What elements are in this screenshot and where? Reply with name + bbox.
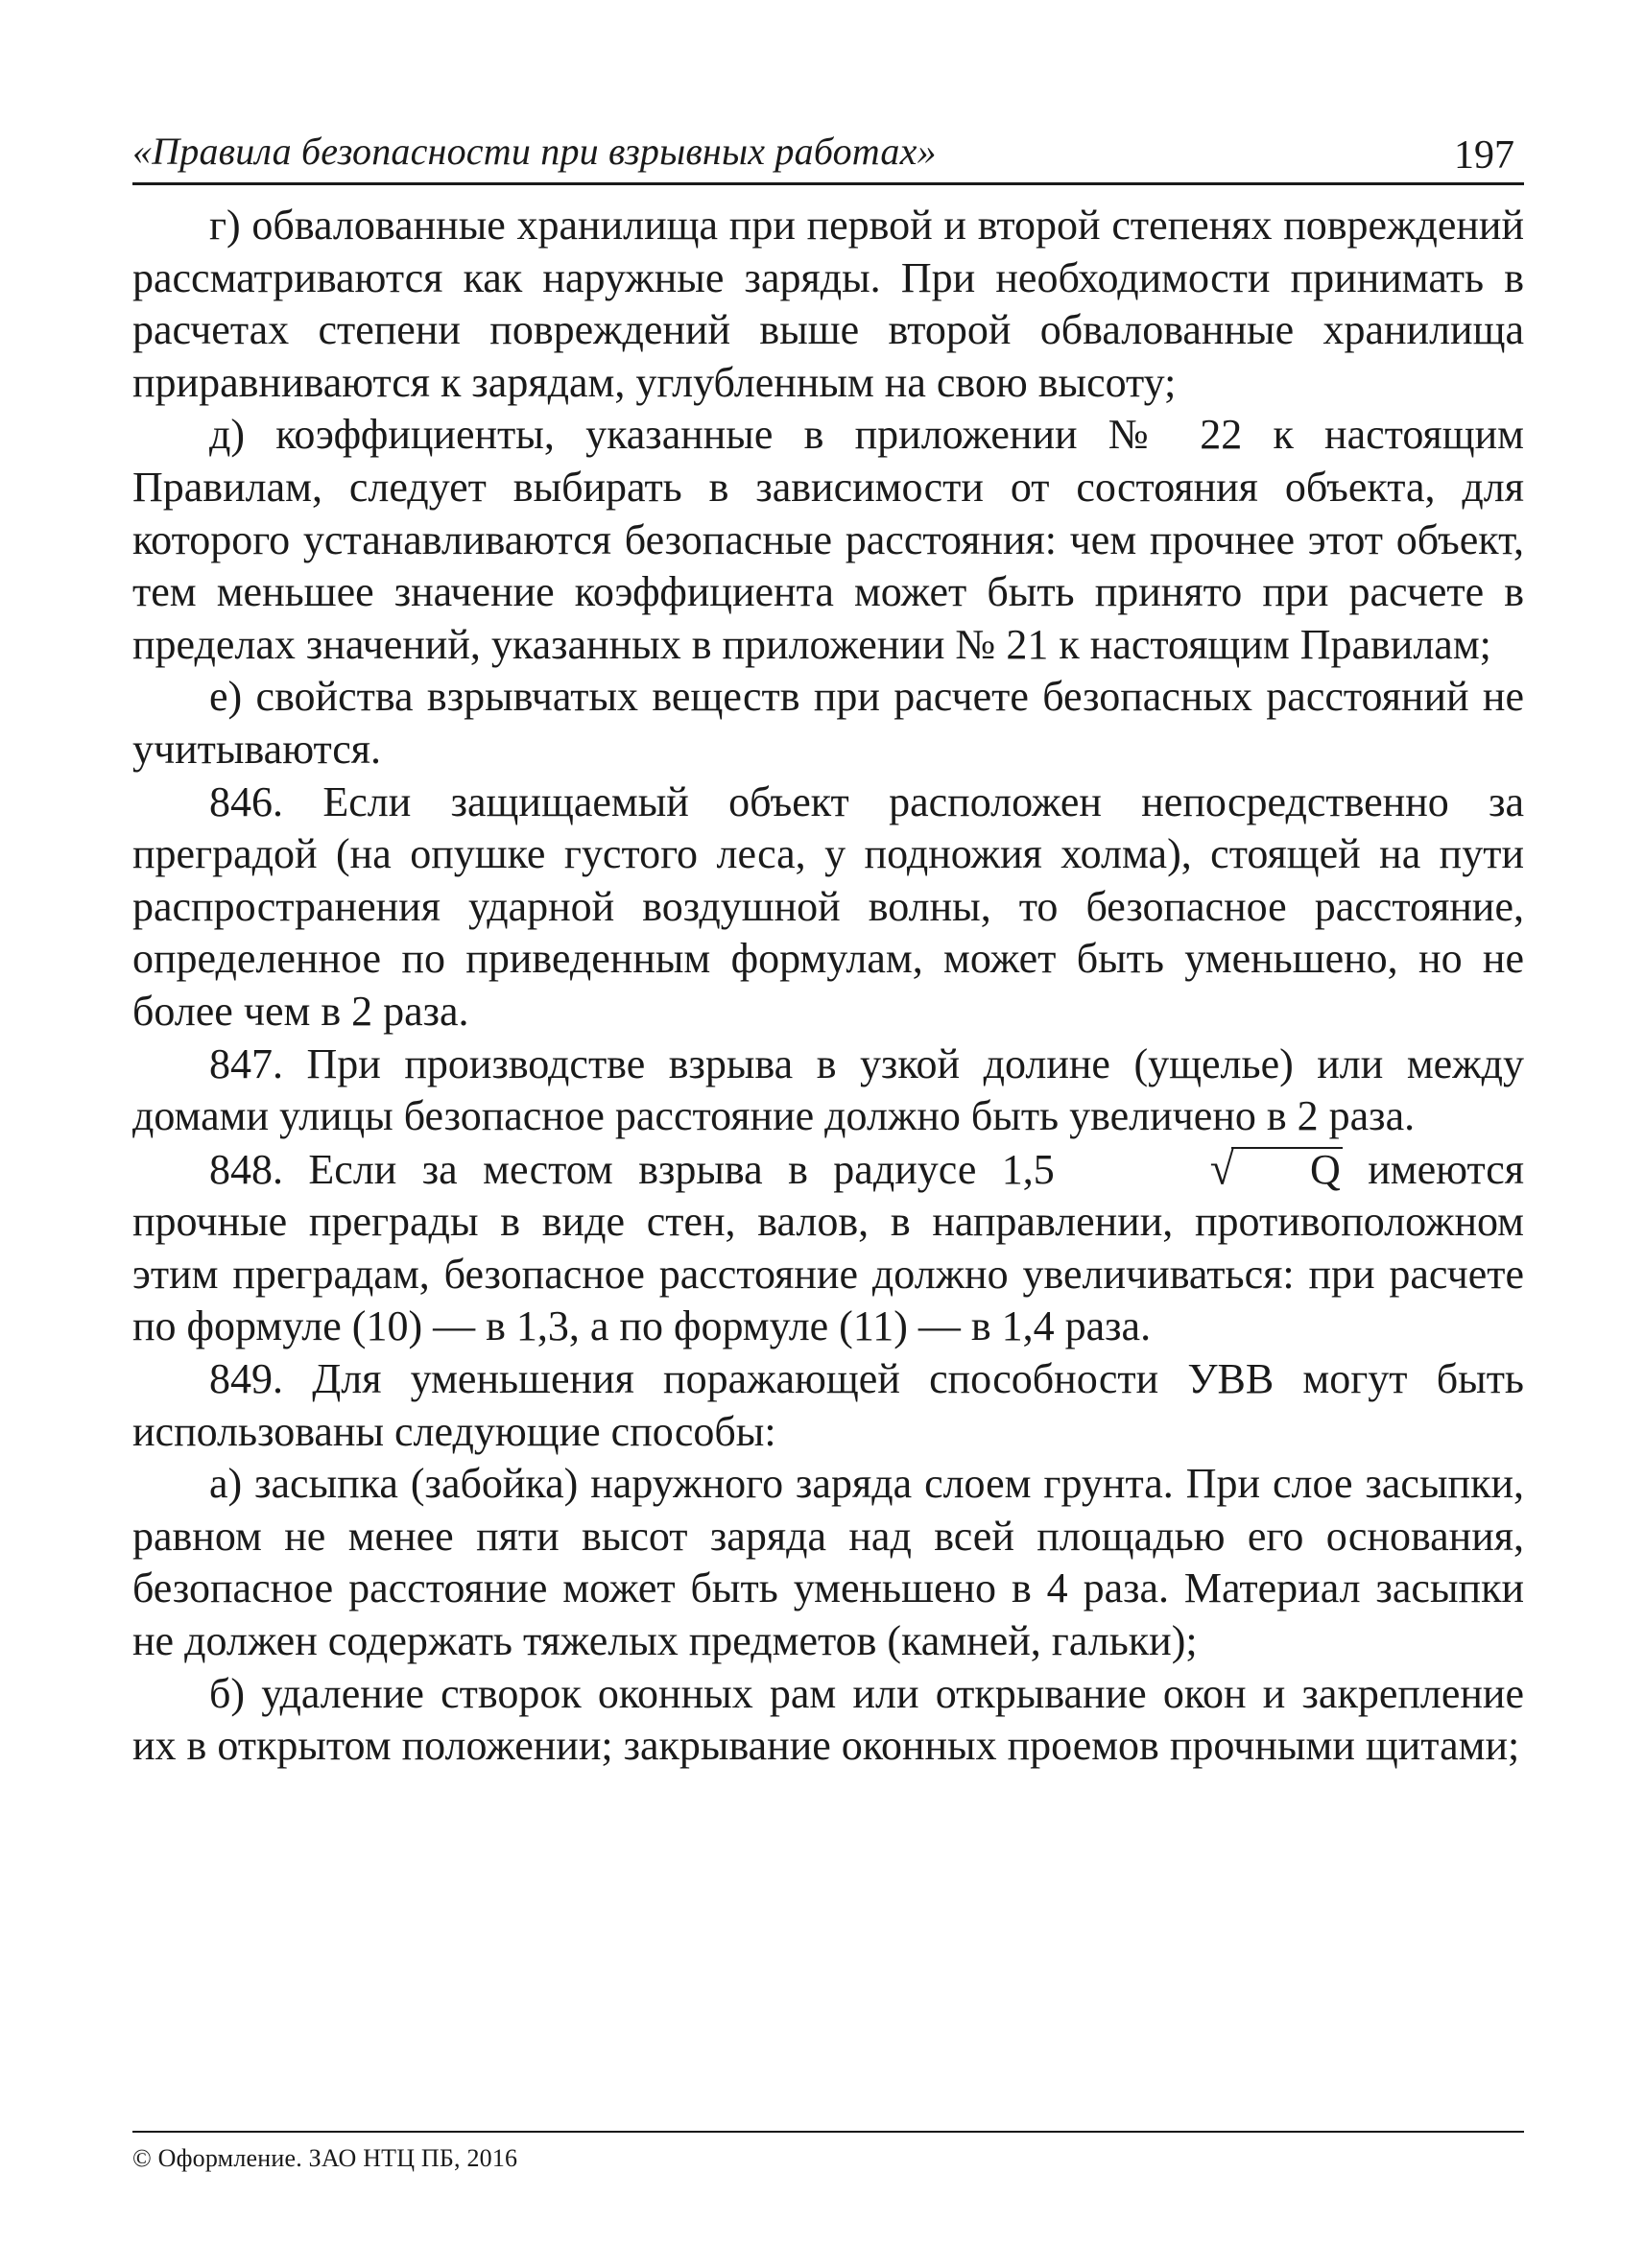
paragraph-item-g: г) обвалованные хранилища при первой и второй степенях повреждений рассматриваются как наружные заряды. При необходимости принимать в расчетах степени повреждений выше второй обвалованные хранилища приравниваются к зарядам, углубленным на свою высоту; [132,202,1524,406]
paragraph-849: 849. Для уменьшения поражающей способности УВВ могут быть использованы следующие способы: [132,1355,1524,1455]
paragraph-848 [132,1143,1524,1353]
header-divider [132,182,1524,185]
sqrt-formula [1055,1143,1343,1197]
running-header [132,123,1524,184]
body-text [132,200,1524,1773]
paragraph-item-b: б) удаление створок оконных рам или открывание окон и закрепление их в открытом положении; закрывание оконных проемов прочными щитами; [132,1669,1524,1770]
footer-divider [132,2131,1524,2133]
sqrt-argument: Q [1231,1147,1343,1191]
paragraph-848-end: имеются прочные преграды в виде стен, валов, в направлении, противоположном этим преградам, безопасное расстояние должно увеличиваться: при расчете по формуле (10) — в 1,3, а по формуле (11) — в 1,4 раза. [132,1145,1525,1350]
paragraph-item-a: а) засыпка (забойка) наружного заряда слоем грунта. При слое засыпки, равном не менее пяти высот заряда над всей площадью его основания, безопасное расстояние может быть уменьшено в 4 раза. Материал засыпки не должен содержать тяжелых предметов (камней, гальки); [132,1460,1524,1665]
paragraph-848-start: 848. Если за местом взрыва в радиусе 1,5 [209,1145,1055,1193]
paragraph-item-d: д) коэффициенты, указанные в приложении № 22 к настоящим Правилам, следует выбирать в зависимости от состояния объекта, для которого устанавливаются безопасные расстояния: чем прочнее этот объект, тем меньшее значение коэффициента может быть принято при расчете в пределах значений, указанных в приложении № 21 к настоящим Правилам; [132,411,1524,668]
page-number: 197 [1454,133,1514,178]
paragraph-846: 846. Если защищаемый объект расположен непосредственно за преградой (на опушке густого леса, у подножия холма), стоящей на пути распространения ударной воздушной волны, то безопасное расстояние, определенное по приведенным формулам, может быть уменьшено, но не более чем в 2 раза. [132,777,1524,1035]
paragraph-847: 847. При производстве взрыва в узкой долине (ущелье) или между домами улицы безопасное расстояние должно быть увеличено в 2 раза. [132,1039,1524,1140]
sqrt-icon: √ [1209,1142,1235,1194]
footer-copyright: © Оформление. ЗАО НТЦ ПБ, 2016 [132,2144,518,2172]
header-title: «Правила безопасности при взрывных работах» [132,130,937,173]
paragraph-item-e: е) свойства взрывчатых веществ при расчете безопасных расстояний не учитываются. [132,673,1524,773]
